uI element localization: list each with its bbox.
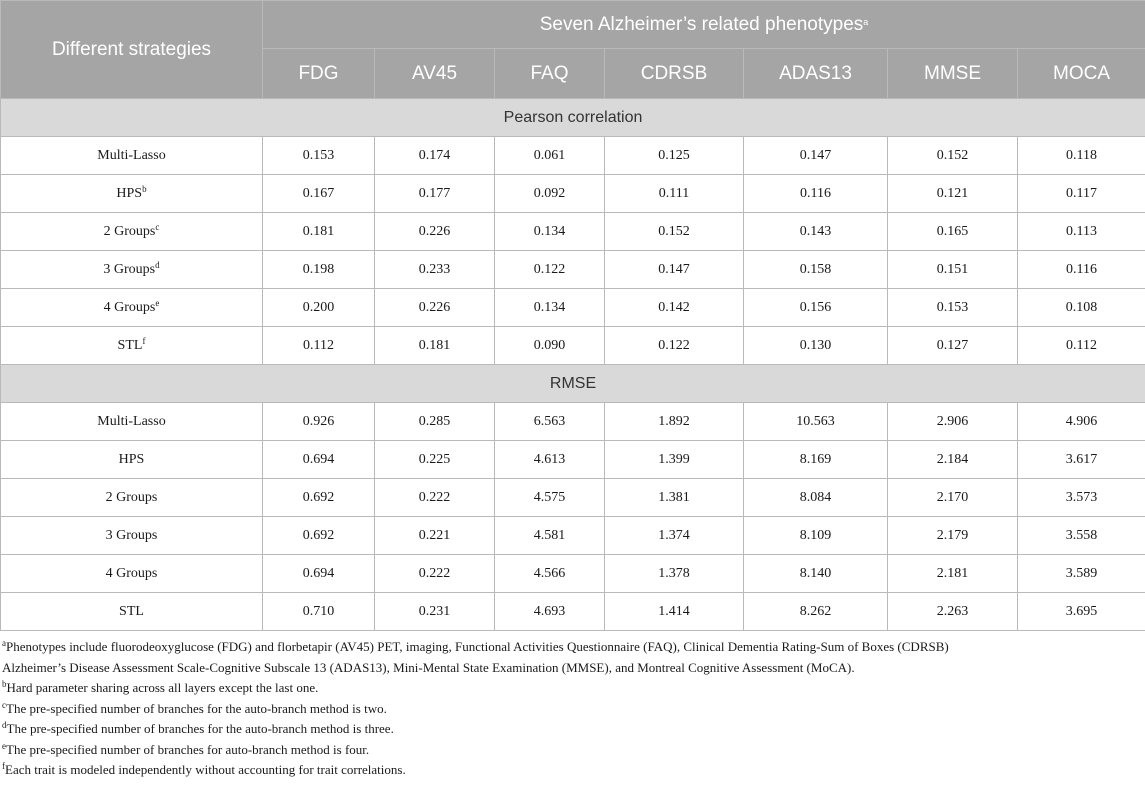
value-cell: 0.181 — [263, 213, 375, 251]
table-row — [1, 441, 1145, 479]
table-row — [1, 175, 1145, 213]
value-cell: 0.118 — [1018, 137, 1145, 175]
header-row-top — [1, 1, 1145, 49]
value-cell: 0.147 — [605, 251, 744, 289]
value-cell: 3.589 — [1018, 555, 1145, 593]
column-header-faq: FAQ — [495, 49, 605, 99]
value-cell: 0.225 — [375, 441, 495, 479]
value-cell: 0.710 — [263, 593, 375, 631]
footnote — [2, 678, 1145, 699]
footnote-mark: c — [2, 699, 6, 710]
value-cell: 0.233 — [375, 251, 495, 289]
value-cell: 0.152 — [888, 137, 1018, 175]
footnote-mark: b — [142, 183, 147, 194]
footnote-mark: f — [142, 335, 146, 346]
strategy-cell — [1, 555, 263, 593]
value-cell: 2.263 — [888, 593, 1018, 631]
value-cell: 0.143 — [744, 213, 888, 251]
value-cell: 0.165 — [888, 213, 1018, 251]
value-cell: 0.116 — [744, 175, 888, 213]
value-cell: 3.695 — [1018, 593, 1145, 631]
table-body — [1, 99, 1145, 631]
strategy-cell — [1, 213, 263, 251]
footnote-mark: f — [2, 761, 5, 771]
phenotypes-header — [263, 1, 1145, 49]
table-row — [1, 289, 1145, 327]
footnote-mark: e — [155, 297, 160, 308]
footnote-mark: a — [2, 638, 6, 648]
value-cell: 0.158 — [744, 251, 888, 289]
value-cell: 0.226 — [375, 289, 495, 327]
footnote — [2, 760, 1145, 781]
value-cell: 0.167 — [263, 175, 375, 213]
footnote-mark: d — [155, 259, 160, 270]
value-cell: 0.108 — [1018, 289, 1145, 327]
value-cell: 8.140 — [744, 555, 888, 593]
value-cell: 1.414 — [605, 593, 744, 631]
table-row — [1, 555, 1145, 593]
strategy-cell — [1, 251, 263, 289]
value-cell: 0.142 — [605, 289, 744, 327]
value-cell: 1.892 — [605, 403, 744, 441]
strategy-label: 3 Groups — [103, 261, 156, 277]
value-cell: 0.181 — [375, 327, 495, 365]
value-cell: 1.374 — [605, 517, 744, 555]
table-row — [1, 479, 1145, 517]
value-cell: 4.693 — [495, 593, 605, 631]
value-cell: 0.112 — [1018, 327, 1145, 365]
value-cell: 0.147 — [744, 137, 888, 175]
value-cell: 0.222 — [375, 555, 495, 593]
value-cell: 0.130 — [744, 327, 888, 365]
value-cell: 2.906 — [888, 403, 1018, 441]
phenotypes-header-label: Seven Alzheimer’s related phenotypes — [539, 13, 864, 35]
value-cell: 0.090 — [495, 327, 605, 365]
value-cell: 0.113 — [1018, 213, 1145, 251]
value-cell: 0.692 — [263, 517, 375, 555]
footnote-text: The pre-specified number of branches for the auto-branch method is two. — [6, 700, 387, 716]
footnote-text: Alzheimer’s Disease Assessment Scale-Cognitive Subscale 13 (ADAS13), Mini-Mental State Examination (MMSE), and Montreal Cognitive Assessment (MoCA). — [2, 659, 855, 675]
section-title: RMSE — [1, 365, 1145, 403]
section-row — [1, 99, 1145, 137]
strategy-label: 2 Groups — [105, 489, 158, 505]
value-cell: 0.134 — [495, 289, 605, 327]
value-cell: 0.112 — [263, 327, 375, 365]
footnote-text: The pre-specified number of branches for the auto-branch method is three. — [6, 721, 394, 736]
value-cell: 0.198 — [263, 251, 375, 289]
footnote-text: The pre-specified number of branches for auto-branch method is four. — [6, 741, 370, 757]
value-cell: 4.575 — [495, 479, 605, 517]
strategy-cell — [1, 479, 263, 517]
value-cell: 0.117 — [1018, 175, 1145, 213]
footnote-text: Each trait is modeled independently without accounting for trait correlations. — [5, 762, 406, 777]
value-cell: 1.381 — [605, 479, 744, 517]
value-cell: 3.617 — [1018, 441, 1145, 479]
strategy-cell — [1, 289, 263, 327]
table-row — [1, 593, 1145, 631]
value-cell: 0.127 — [888, 327, 1018, 365]
section-row — [1, 365, 1145, 403]
value-cell: 4.581 — [495, 517, 605, 555]
value-cell: 0.061 — [495, 137, 605, 175]
strategy-label: Multi-Lasso — [97, 147, 166, 163]
strategy-cell — [1, 137, 263, 175]
footnotes — [0, 631, 1145, 781]
column-header-fdg: FDG — [263, 49, 375, 99]
value-cell: 10.563 — [744, 403, 888, 441]
strategy-cell — [1, 441, 263, 479]
footnote-mark: d — [2, 720, 7, 730]
table-row — [1, 251, 1145, 289]
table-row — [1, 213, 1145, 251]
value-cell: 4.566 — [495, 555, 605, 593]
value-cell: 0.134 — [495, 213, 605, 251]
value-cell: 0.122 — [495, 251, 605, 289]
column-header-moca: MOCA — [1018, 49, 1145, 99]
table-row — [1, 517, 1145, 555]
footnote — [2, 719, 1145, 740]
footnote — [2, 658, 1145, 679]
strategy-label: 3 Groups — [105, 527, 158, 543]
strategy-label: Multi-Lasso — [97, 413, 166, 429]
footnote-mark: c — [155, 221, 160, 232]
strategies-header — [1, 1, 263, 99]
value-cell: 0.200 — [263, 289, 375, 327]
value-cell: 0.092 — [495, 175, 605, 213]
strategy-label: STL — [119, 603, 144, 619]
strategy-cell — [1, 403, 263, 441]
phenotypes-header-footnote-mark: a — [863, 16, 869, 27]
value-cell: 2.181 — [888, 555, 1018, 593]
strategy-label: 4 Groups — [103, 299, 156, 315]
value-cell: 4.613 — [495, 441, 605, 479]
column-header-mmse: MMSE — [888, 49, 1018, 99]
value-cell: 8.169 — [744, 441, 888, 479]
value-cell: 1.378 — [605, 555, 744, 593]
footnote — [2, 637, 1145, 658]
value-cell: 0.152 — [605, 213, 744, 251]
value-cell: 1.399 — [605, 441, 744, 479]
strategy-label: STL — [117, 337, 143, 353]
value-cell: 2.179 — [888, 517, 1018, 555]
column-header-av45: AV45 — [375, 49, 495, 99]
strategy-cell — [1, 327, 263, 365]
value-cell: 0.153 — [263, 137, 375, 175]
strategy-label: HPS — [118, 451, 145, 467]
value-cell: 2.170 — [888, 479, 1018, 517]
value-cell: 0.153 — [888, 289, 1018, 327]
value-cell: 8.262 — [744, 593, 888, 631]
value-cell: 8.109 — [744, 517, 888, 555]
value-cell: 2.184 — [888, 441, 1018, 479]
strategy-label: HPS — [116, 185, 143, 201]
column-header-cdrsb: CDRSB — [605, 49, 744, 99]
value-cell: 0.122 — [605, 327, 744, 365]
column-header-adas13: ADAS13 — [744, 49, 888, 99]
value-cell: 0.231 — [375, 593, 495, 631]
value-cell: 0.116 — [1018, 251, 1145, 289]
value-cell: 0.926 — [263, 403, 375, 441]
value-cell: 8.084 — [744, 479, 888, 517]
value-cell: 0.174 — [375, 137, 495, 175]
value-cell: 0.121 — [888, 175, 1018, 213]
strategies-header-label: Different strategies — [51, 38, 212, 60]
footnote — [2, 740, 1145, 761]
value-cell: 0.111 — [605, 175, 744, 213]
table-row — [1, 403, 1145, 441]
strategy-cell — [1, 517, 263, 555]
section-title: Pearson correlation — [1, 99, 1145, 137]
value-cell: 3.573 — [1018, 479, 1145, 517]
strategy-label: 4 Groups — [105, 565, 158, 581]
value-cell: 0.694 — [263, 441, 375, 479]
value-cell: 6.563 — [495, 403, 605, 441]
footnote-text: Hard parameter sharing across all layers except the last one. — [6, 680, 319, 695]
strategy-cell — [1, 175, 263, 213]
value-cell: 0.125 — [605, 137, 744, 175]
footnote-text: Phenotypes include fluorodeoxyglucose (FDG) and florbetapir (AV45) PET, imaging, Functional Activities Questionnaire (FAQ), Clinical Dementia Rating-Sum of Boxes (CDRSB) — [6, 639, 949, 654]
value-cell: 4.906 — [1018, 403, 1145, 441]
footnote — [2, 699, 1145, 720]
footnote-mark: e — [2, 740, 6, 751]
value-cell: 0.222 — [375, 479, 495, 517]
strategy-cell — [1, 593, 263, 631]
table-row — [1, 327, 1145, 365]
value-cell: 0.177 — [375, 175, 495, 213]
value-cell: 3.558 — [1018, 517, 1145, 555]
value-cell: 0.285 — [375, 403, 495, 441]
value-cell: 0.692 — [263, 479, 375, 517]
strategy-label: 2 Groups — [103, 223, 156, 239]
footnote-mark: b — [2, 679, 7, 689]
table-row — [1, 137, 1145, 175]
value-cell: 0.151 — [888, 251, 1018, 289]
value-cell: 0.221 — [375, 517, 495, 555]
value-cell: 0.694 — [263, 555, 375, 593]
value-cell: 0.156 — [744, 289, 888, 327]
value-cell: 0.226 — [375, 213, 495, 251]
